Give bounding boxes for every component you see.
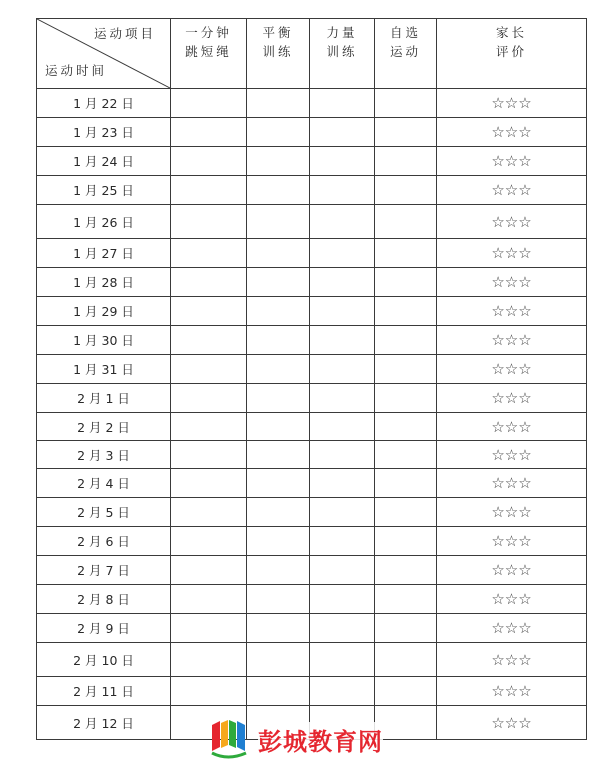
header-row — [37, 19, 587, 89]
optional-entry-cell[interactable] — [375, 498, 437, 527]
table-row — [37, 585, 587, 614]
optional-entry-cell[interactable] — [375, 118, 437, 147]
optional-entry-cell[interactable] — [375, 239, 437, 268]
date-cell: 1 月 31 日 — [37, 355, 171, 384]
star-rating-cell[interactable]: ☆☆☆ — [437, 677, 587, 706]
jump-rope-entry-cell[interactable] — [171, 147, 247, 176]
star-rating-cell[interactable]: ☆☆☆ — [437, 585, 587, 614]
balance-entry-cell[interactable] — [247, 89, 310, 118]
date-cell: 1 月 24 日 — [37, 147, 171, 176]
balance-entry-cell[interactable] — [247, 205, 310, 239]
date-cell: 1 月 22 日 — [37, 89, 171, 118]
date-cell: 2 月 12 日 — [37, 706, 171, 740]
strength-entry-cell[interactable] — [310, 585, 375, 614]
star-rating-cell[interactable]: ☆☆☆ — [437, 355, 587, 384]
balance-entry-cell[interactable] — [247, 585, 310, 614]
jump-rope-entry-cell[interactable] — [171, 498, 247, 527]
table-body — [37, 89, 587, 740]
date-cell: 2 月 5 日 — [37, 498, 171, 527]
balance-entry-cell[interactable] — [247, 355, 310, 384]
star-rating-cell[interactable]: ☆☆☆ — [437, 205, 587, 239]
optional-entry-cell[interactable] — [375, 585, 437, 614]
star-rating-cell[interactable]: ☆☆☆ — [437, 176, 587, 205]
jump-rope-entry-cell[interactable] — [171, 355, 247, 384]
optional-entry-cell[interactable] — [375, 355, 437, 384]
jump-rope-entry-cell[interactable] — [171, 176, 247, 205]
date-cell: 1 月 28 日 — [37, 268, 171, 297]
corner-header-cell — [37, 19, 171, 89]
balance-entry-cell[interactable] — [247, 677, 310, 706]
date-cell: 2 月 7 日 — [37, 556, 171, 585]
jump-rope-entry-cell[interactable] — [171, 643, 247, 677]
strength-entry-cell[interactable] — [310, 556, 375, 585]
star-rating-cell[interactable]: ☆☆☆ — [437, 614, 587, 643]
balance-entry-cell[interactable] — [247, 268, 310, 297]
star-rating-cell[interactable]: ☆☆☆ — [437, 268, 587, 297]
col-header-line: 跳短绳 — [185, 44, 232, 59]
corner-label-items: 运动项目 — [93, 26, 156, 41]
watermark-text: 彭城教育网 — [258, 722, 383, 757]
col-header-line: 一分钟 — [185, 25, 232, 40]
col-header-optional — [375, 19, 437, 89]
strength-entry-cell[interactable] — [310, 89, 375, 118]
strength-entry-cell[interactable] — [310, 176, 375, 205]
strength-entry-cell[interactable] — [310, 498, 375, 527]
table-row — [37, 498, 587, 527]
strength-entry-cell[interactable] — [310, 677, 375, 706]
date-cell: 2 月 8 日 — [37, 585, 171, 614]
balance-entry-cell[interactable] — [247, 147, 310, 176]
date-cell: 2 月 9 日 — [37, 614, 171, 643]
date-cell: 1 月 23 日 — [37, 118, 171, 147]
jump-rope-entry-cell[interactable] — [171, 441, 247, 469]
strength-entry-cell[interactable] — [310, 239, 375, 268]
jump-rope-entry-cell[interactable] — [171, 585, 247, 614]
date-cell: 2 月 6 日 — [37, 527, 171, 556]
table-row — [37, 118, 587, 147]
strength-entry-cell[interactable] — [310, 469, 375, 498]
balance-entry-cell[interactable] — [247, 413, 310, 441]
col-header-line: 力量 — [326, 25, 358, 40]
balance-entry-cell[interactable] — [247, 118, 310, 147]
strength-entry-cell[interactable] — [310, 441, 375, 469]
optional-entry-cell[interactable] — [375, 441, 437, 469]
optional-entry-cell[interactable] — [375, 89, 437, 118]
table-row — [37, 556, 587, 585]
date-cell: 1 月 30 日 — [37, 326, 171, 355]
optional-entry-cell[interactable] — [375, 527, 437, 556]
table-row — [37, 205, 587, 239]
star-rating-cell[interactable]: ☆☆☆ — [437, 469, 587, 498]
star-rating-cell[interactable]: ☆☆☆ — [437, 498, 587, 527]
balance-entry-cell[interactable] — [247, 469, 310, 498]
table-row — [37, 384, 587, 413]
date-cell: 2 月 2 日 — [37, 413, 171, 441]
col-header-line: 家长 — [495, 25, 527, 40]
strength-entry-cell[interactable] — [310, 326, 375, 355]
corner-label-time: 运动时间 — [45, 63, 108, 78]
optional-entry-cell[interactable] — [375, 297, 437, 326]
date-cell: 2 月 1 日 — [37, 384, 171, 413]
balance-entry-cell[interactable] — [247, 176, 310, 205]
strength-entry-cell[interactable] — [310, 118, 375, 147]
col-header-line: 自选 — [389, 25, 421, 40]
jump-rope-entry-cell[interactable] — [171, 89, 247, 118]
table-row — [37, 326, 587, 355]
balance-entry-cell[interactable] — [247, 643, 310, 677]
star-rating-cell[interactable]: ☆☆☆ — [437, 89, 587, 118]
table-row — [37, 677, 587, 706]
optional-entry-cell[interactable] — [375, 205, 437, 239]
optional-entry-cell[interactable] — [375, 176, 437, 205]
table-row — [37, 413, 587, 441]
strength-entry-cell[interactable] — [310, 643, 375, 677]
jump-rope-entry-cell[interactable] — [171, 556, 247, 585]
table-row — [37, 147, 587, 176]
star-rating-cell[interactable]: ☆☆☆ — [437, 556, 587, 585]
star-rating-cell[interactable]: ☆☆☆ — [437, 527, 587, 556]
balance-entry-cell[interactable] — [247, 239, 310, 268]
jump-rope-entry-cell[interactable] — [171, 297, 247, 326]
strength-entry-cell[interactable] — [310, 614, 375, 643]
balance-entry-cell[interactable] — [247, 326, 310, 355]
table-row — [37, 441, 587, 469]
strength-entry-cell[interactable] — [310, 147, 375, 176]
strength-entry-cell[interactable] — [310, 297, 375, 326]
col-header-balance — [247, 19, 310, 89]
jump-rope-entry-cell[interactable] — [171, 469, 247, 498]
star-rating-cell[interactable]: ☆☆☆ — [437, 441, 587, 469]
col-header-line: 训练 — [326, 44, 358, 59]
date-cell: 1 月 27 日 — [37, 239, 171, 268]
col-header-line: 训练 — [262, 44, 294, 59]
strength-entry-cell[interactable] — [310, 413, 375, 441]
date-cell: 1 月 25 日 — [37, 176, 171, 205]
jump-rope-entry-cell[interactable] — [171, 239, 247, 268]
table-row — [37, 239, 587, 268]
table-row — [37, 527, 587, 556]
exercise-log-table — [36, 18, 587, 740]
table-row — [37, 268, 587, 297]
book-logo-icon — [208, 717, 252, 761]
optional-entry-cell[interactable] — [375, 556, 437, 585]
jump-rope-entry-cell[interactable] — [171, 118, 247, 147]
star-rating-cell[interactable]: ☆☆☆ — [437, 147, 587, 176]
balance-entry-cell[interactable] — [247, 527, 310, 556]
table-row — [37, 297, 587, 326]
jump-rope-entry-cell[interactable] — [171, 413, 247, 441]
optional-entry-cell[interactable] — [375, 326, 437, 355]
watermark-logo — [208, 714, 404, 764]
date-cell: 1 月 29 日 — [37, 297, 171, 326]
table-row — [37, 355, 587, 384]
jump-rope-entry-cell[interactable] — [171, 677, 247, 706]
jump-rope-entry-cell[interactable] — [171, 527, 247, 556]
optional-entry-cell[interactable] — [375, 677, 437, 706]
star-rating-cell[interactable]: ☆☆☆ — [437, 297, 587, 326]
jump-rope-entry-cell[interactable] — [171, 614, 247, 643]
star-rating-cell[interactable]: ☆☆☆ — [437, 643, 587, 677]
star-rating-cell[interactable]: ☆☆☆ — [437, 413, 587, 441]
star-rating-cell[interactable]: ☆☆☆ — [437, 118, 587, 147]
date-cell: 1 月 26 日 — [37, 205, 171, 239]
col-header-strength — [310, 19, 375, 89]
col-header-line: 评价 — [495, 44, 527, 59]
star-rating-cell[interactable]: ☆☆☆ — [437, 239, 587, 268]
jump-rope-entry-cell[interactable] — [171, 384, 247, 413]
jump-rope-entry-cell[interactable] — [171, 268, 247, 297]
strength-entry-cell[interactable] — [310, 355, 375, 384]
balance-entry-cell[interactable] — [247, 556, 310, 585]
optional-entry-cell[interactable] — [375, 469, 437, 498]
col-header-parent-rating — [437, 19, 587, 89]
strength-entry-cell[interactable] — [310, 205, 375, 239]
table-row — [37, 469, 587, 498]
optional-entry-cell[interactable] — [375, 413, 437, 441]
jump-rope-entry-cell[interactable] — [171, 326, 247, 355]
optional-entry-cell[interactable] — [375, 147, 437, 176]
balance-entry-cell[interactable] — [247, 498, 310, 527]
col-header-jump-rope — [171, 19, 247, 89]
table-row — [37, 89, 587, 118]
strength-entry-cell[interactable] — [310, 384, 375, 413]
table-row — [37, 176, 587, 205]
date-cell: 2 月 10 日 — [37, 643, 171, 677]
star-rating-cell[interactable]: ☆☆☆ — [437, 706, 587, 740]
balance-entry-cell[interactable] — [247, 614, 310, 643]
optional-entry-cell[interactable] — [375, 384, 437, 413]
date-cell: 2 月 4 日 — [37, 469, 171, 498]
balance-entry-cell[interactable] — [247, 441, 310, 469]
col-header-line: 运动 — [389, 44, 421, 59]
optional-entry-cell[interactable] — [375, 268, 437, 297]
table-row — [37, 643, 587, 677]
balance-entry-cell[interactable] — [247, 384, 310, 413]
col-header-line: 平衡 — [262, 25, 294, 40]
optional-entry-cell[interactable] — [375, 643, 437, 677]
balance-entry-cell[interactable] — [247, 297, 310, 326]
table-row — [37, 614, 587, 643]
star-rating-cell[interactable]: ☆☆☆ — [437, 384, 587, 413]
star-rating-cell[interactable]: ☆☆☆ — [437, 326, 587, 355]
jump-rope-entry-cell[interactable] — [171, 205, 247, 239]
strength-entry-cell[interactable] — [310, 268, 375, 297]
optional-entry-cell[interactable] — [375, 614, 437, 643]
strength-entry-cell[interactable] — [310, 527, 375, 556]
date-cell: 2 月 3 日 — [37, 441, 171, 469]
date-cell: 2 月 11 日 — [37, 677, 171, 706]
